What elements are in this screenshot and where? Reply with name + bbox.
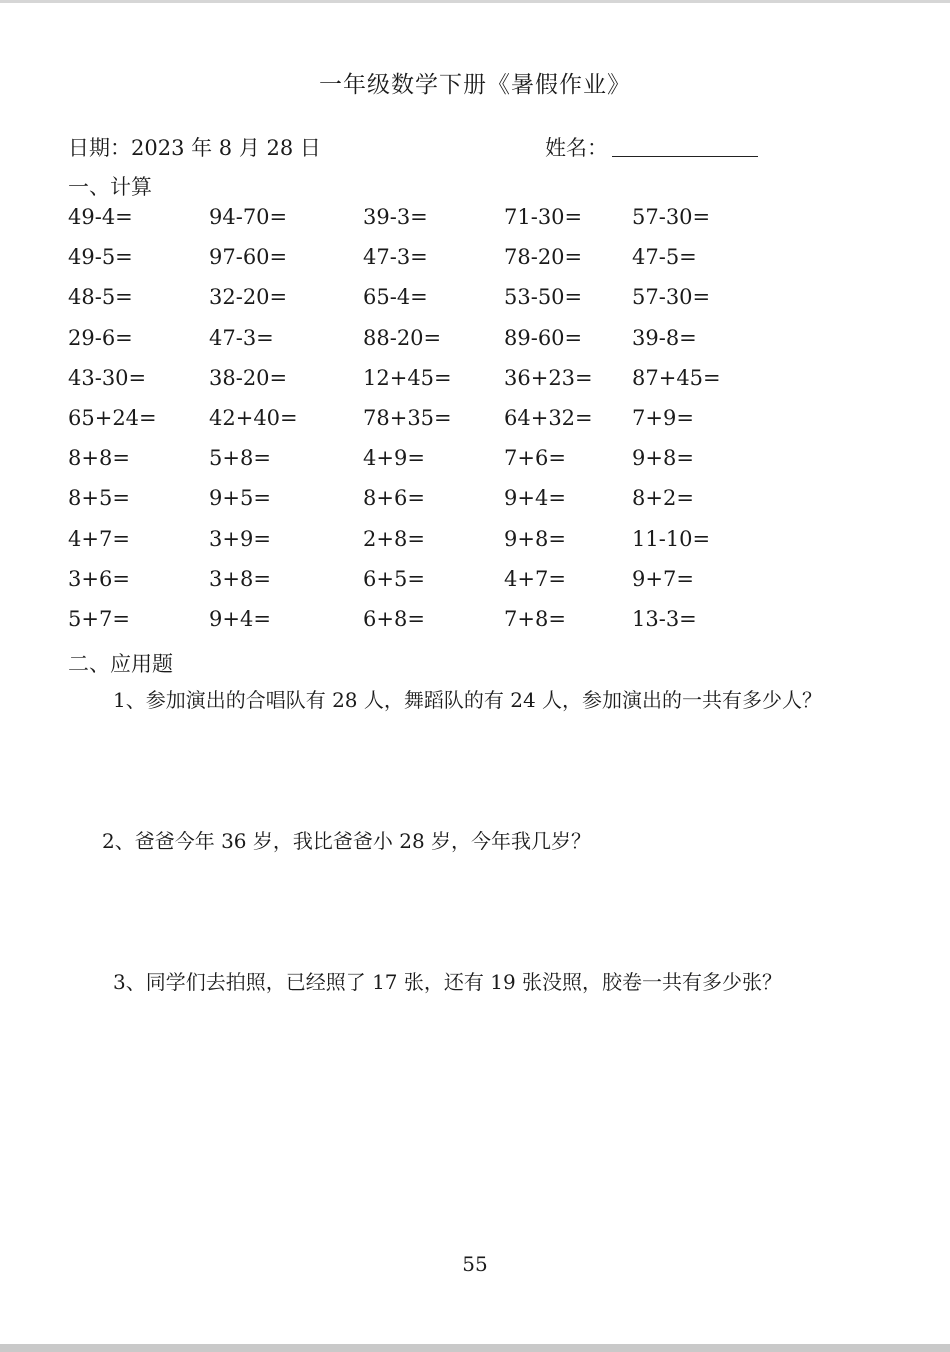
calculation-problem: 3+6= [68,566,130,591]
calculation-problem: 53-50= [504,285,583,310]
calculation-problem: 3+8= [209,566,271,591]
calculation-problem: 38-20= [209,365,288,390]
page-bottom-edge [0,1344,950,1352]
calculation-problem: 43-30= [68,365,147,390]
section-word-problems-heading: 二、应用题 [68,652,173,676]
page-number: 55 [462,1252,488,1276]
calculation-problem: 9+8= [504,526,566,551]
calculation-problem: 4+7= [68,526,130,551]
calculation-problem: 36+23= [504,365,593,390]
calculation-problem: 7+6= [504,446,566,471]
calculation-problem: 9+7= [632,566,694,591]
calculation-problem: 6+8= [363,606,425,631]
calculation-problem: 8+2= [632,486,694,511]
page-top-edge [0,0,950,3]
worksheet-title: 一年级数学下册《暑假作业》 [319,72,631,98]
calculation-problem: 64+32= [504,405,593,430]
calculation-problem: 57-30= [632,285,711,310]
calculation-problem: 2+8= [363,526,425,551]
calculation-problem: 29-6= [68,325,133,350]
date-line: 日期：2023 年 8 月 28 日 [68,136,321,160]
calculation-problem: 78+35= [363,405,452,430]
calculation-problem: 88-20= [363,325,442,350]
calculation-problem: 9+4= [504,486,566,511]
calculation-problem: 13-3= [632,606,697,631]
calculation-problem: 94-70= [209,205,288,229]
calculation-problem: 65+24= [68,405,157,430]
calculation-problem: 8+8= [68,446,130,471]
section-calculation-heading: 一、计算 [68,175,152,199]
calculation-problem: 42+40= [209,405,298,430]
calculation-problem: 3+9= [209,526,271,551]
calculation-problem: 7+9= [632,405,694,430]
calculation-problem: 4+9= [363,446,425,471]
name-blank-line [612,156,758,157]
calculation-problem: 12+45= [363,365,452,390]
calculation-problem: 9+5= [209,486,271,511]
word-problem-1: 1、参加演出的合唱队有 28 人，舞蹈队的有 24 人，参加演出的一共有多少人？ [113,688,823,712]
calculation-problem: 49-5= [68,245,133,270]
name-label: 姓名： [545,136,608,160]
calculation-problem: 47-3= [363,245,428,270]
calculation-problem: 71-30= [504,205,583,229]
calculation-problem: 47-5= [632,245,697,270]
calculation-problem: 87+45= [632,365,721,390]
calculation-problem: 78-20= [504,245,583,270]
calculation-problem: 8+6= [363,486,425,511]
calculation-problem: 97-60= [209,245,288,270]
calculation-problem: 7+8= [504,606,566,631]
calculation-problem: 8+5= [68,486,130,511]
calculation-problem: 65-4= [363,285,428,310]
word-problem-2: 2、爸爸今年 36 岁，我比爸爸小 28 岁，今年我几岁？ [102,829,592,853]
calculation-problem: 32-20= [209,285,288,310]
calculation-problem: 5+8= [209,446,271,471]
calculation-problem: 11-10= [632,526,711,551]
calculation-problem: 4+7= [504,566,566,591]
calculation-problem: 6+5= [363,566,425,591]
calculation-problem: 9+4= [209,606,271,631]
calculation-problem: 9+8= [632,446,694,471]
word-problem-3: 3、同学们去拍照，已经照了 17 张，还有 19 张没照，胶卷一共有多少张？ [113,970,783,994]
calculation-problem: 57-30= [632,205,711,229]
calculation-problem: 39-8= [632,325,697,350]
calculation-problem: 47-3= [209,325,274,350]
calculation-problem: 49-4= [68,205,133,229]
calculation-problem: 89-60= [504,325,583,350]
calculation-problem: 39-3= [363,205,428,229]
calculation-problem: 48-5= [68,285,133,310]
calculation-problem: 5+7= [68,606,130,631]
